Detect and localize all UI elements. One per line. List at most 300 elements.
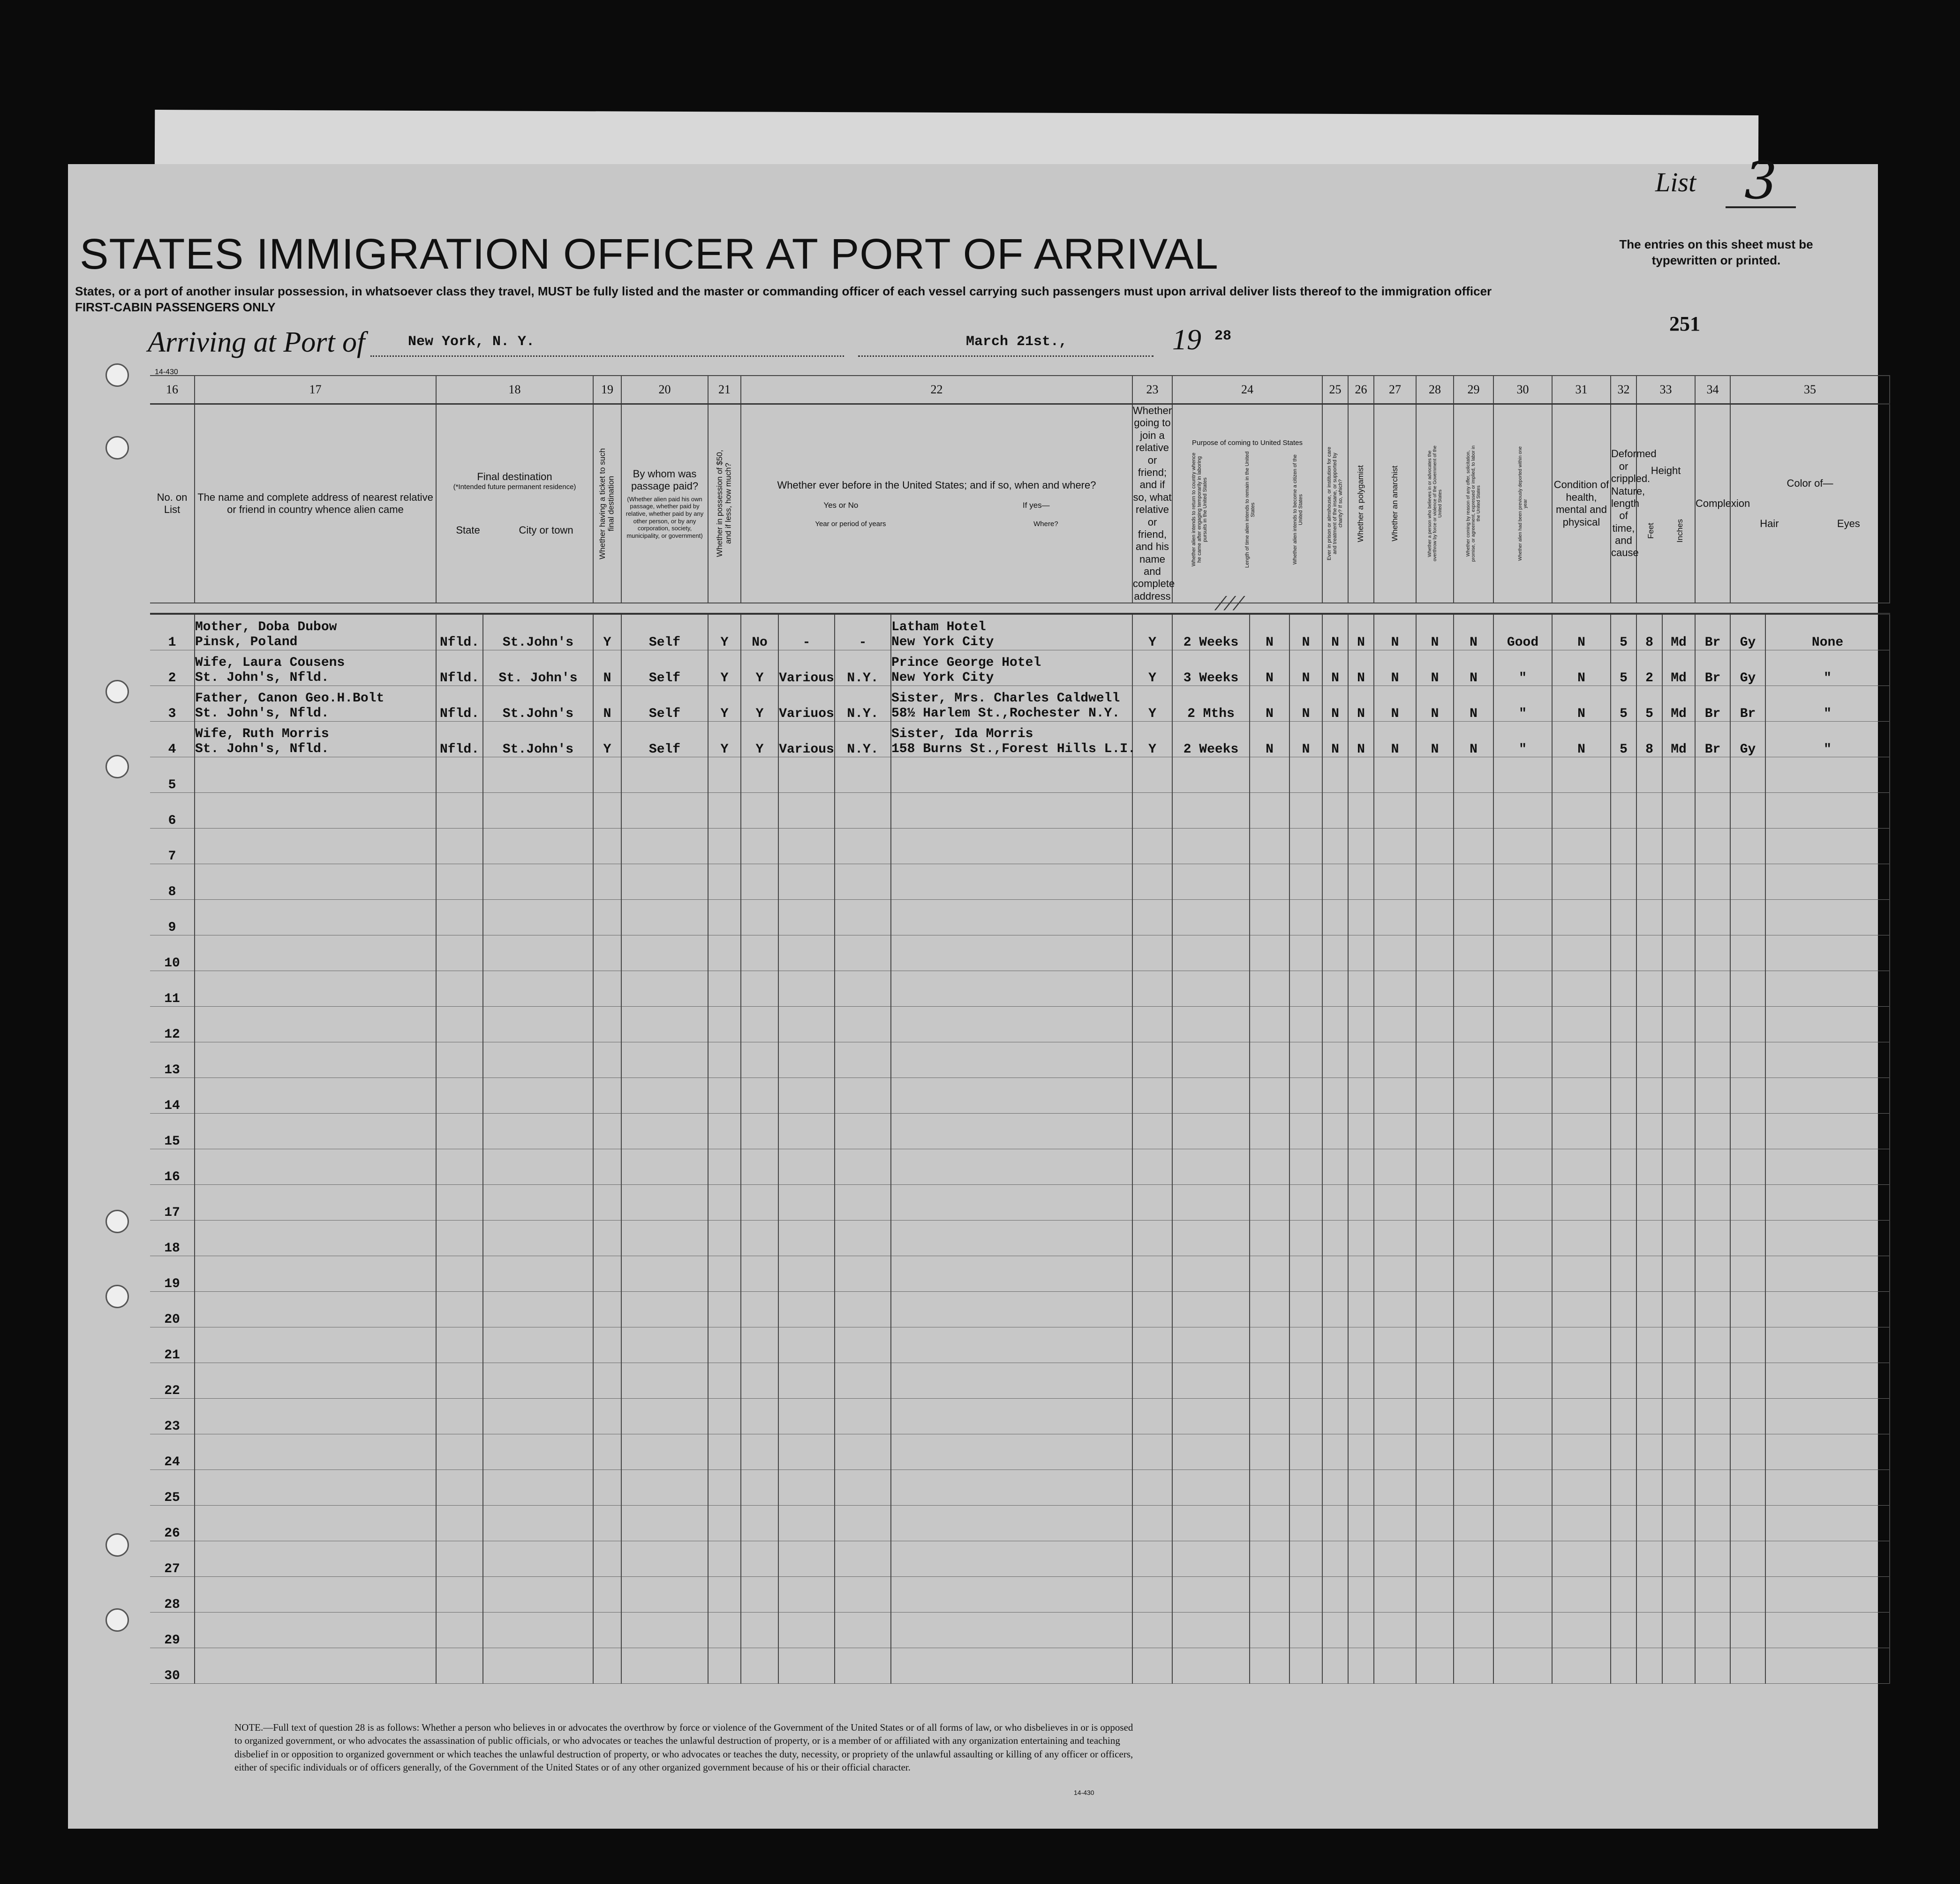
- cell-c25: N: [1289, 614, 1322, 650]
- col-number: 33: [1636, 376, 1695, 404]
- cell-p-a: Y: [1132, 650, 1172, 686]
- empty-cell: [1454, 1185, 1493, 1221]
- empty-cell: [1322, 1577, 1348, 1613]
- empty-cell: [1454, 1577, 1493, 1613]
- cell-marks: None: [1765, 614, 1890, 650]
- empty-cell: [1250, 935, 1289, 971]
- empty-cell: [1172, 1613, 1250, 1648]
- table-row: [150, 1613, 1890, 1648]
- q28-label: Whether a person who believes in or advocates the overthrow by force or violence of the Government of the United States: [1427, 445, 1443, 562]
- empty-cell: [1730, 900, 1765, 935]
- empty-cell: [891, 1078, 1132, 1114]
- empty-cell: [593, 1648, 621, 1684]
- empty-cell: [1730, 757, 1765, 793]
- empty-cell: [621, 1648, 708, 1684]
- empty-cell: [593, 1613, 621, 1648]
- cell-joining-relative: [891, 614, 1132, 650]
- empty-cell: [593, 1292, 621, 1327]
- empty-cell: [1250, 1256, 1289, 1292]
- empty-cell: [483, 864, 593, 900]
- empty-cell: [1695, 1577, 1730, 1613]
- table-row: [150, 1149, 1890, 1185]
- empty-cell: [778, 1007, 835, 1042]
- empty-cell: [1289, 1327, 1322, 1363]
- empty-cell: [1493, 1434, 1552, 1470]
- empty-cell: [1289, 1256, 1322, 1292]
- empty-cell: [708, 757, 741, 793]
- empty-cell: [1552, 1613, 1611, 1648]
- cell-p-a: Y: [1132, 686, 1172, 722]
- empty-cell: [1636, 1114, 1662, 1149]
- empty-cell: [1289, 793, 1322, 829]
- empty-cell: [483, 1506, 593, 1541]
- empty-cell: [1289, 1149, 1322, 1185]
- empty-cell: [835, 793, 891, 829]
- empty-cell: [1765, 1434, 1890, 1470]
- cell-where: -: [835, 614, 891, 650]
- empty-cell: [483, 1470, 593, 1506]
- empty-cell: [1322, 900, 1348, 935]
- punch-hole: [106, 363, 129, 387]
- empty-cell: [1730, 864, 1765, 900]
- empty-cell: [436, 1221, 483, 1256]
- empty-cell: [835, 1042, 891, 1078]
- row-number: 20: [150, 1292, 195, 1327]
- empty-cell: [1454, 1470, 1493, 1506]
- empty-cell: [1289, 900, 1322, 935]
- empty-cell: [1172, 1541, 1250, 1577]
- empty-cell: [1172, 1327, 1250, 1363]
- col-number: 19: [593, 376, 621, 404]
- empty-cell: [1493, 1613, 1552, 1648]
- cell-c25: N: [1289, 650, 1322, 686]
- empty-cell: [436, 1327, 483, 1363]
- empty-cell: [1132, 1078, 1172, 1114]
- col-number: 29: [1454, 376, 1493, 404]
- empty-cell: [1611, 864, 1636, 900]
- empty-cell: [1348, 1221, 1374, 1256]
- cell-hair: Br: [1695, 686, 1730, 722]
- empty-cell: [1132, 1185, 1172, 1221]
- empty-cell: [891, 1042, 1132, 1078]
- empty-cell: [1416, 1434, 1454, 1470]
- empty-cell: [1493, 1470, 1552, 1506]
- row-number: 16: [150, 1149, 195, 1185]
- empty-cell: [1636, 1506, 1662, 1541]
- empty-cell: [621, 1506, 708, 1541]
- empty-cell: [1172, 1648, 1250, 1684]
- empty-cell: [1250, 900, 1289, 935]
- empty-cell: [1289, 1185, 1322, 1221]
- empty-cell: [891, 757, 1132, 793]
- empty-cell: [483, 1007, 593, 1042]
- empty-cell: [891, 1648, 1132, 1684]
- row-number: 9: [150, 900, 195, 935]
- empty-cell: [1374, 864, 1416, 900]
- empty-cell: [1730, 1256, 1765, 1292]
- cell-p-b: 2 Weeks: [1172, 722, 1250, 757]
- empty-cell: [195, 1506, 436, 1541]
- header-deformed: Deformed or crippled. Nature, length of time, and cause: [1611, 404, 1636, 603]
- empty-cell: [1552, 900, 1611, 935]
- cell-paid: Self: [621, 614, 708, 650]
- empty-cell: [621, 1078, 708, 1114]
- empty-cell: [483, 1078, 593, 1114]
- cell-p-c: N: [1250, 650, 1289, 686]
- empty-cell: [621, 793, 708, 829]
- empty-cell: [1322, 1292, 1348, 1327]
- cell-before: Y: [741, 686, 778, 722]
- empty-cell: [1636, 1185, 1662, 1221]
- cell-paid: Self: [621, 686, 708, 722]
- empty-cell: [1250, 1577, 1289, 1613]
- header-anarchist: [1374, 404, 1416, 603]
- empty-cell: [1348, 1078, 1374, 1114]
- empty-cell: [1765, 1470, 1890, 1506]
- empty-cell: [741, 1292, 778, 1327]
- empty-cell: [708, 1221, 741, 1256]
- empty-cell: [1730, 1149, 1765, 1185]
- manifest-rows: [150, 614, 1890, 1684]
- passage-paid-note: (Whether alien paid his own passage, whether paid by relative, whether paid by any other person, or by any corporation, society, municipality, or government): [626, 495, 704, 539]
- col-number: 23: [1132, 376, 1172, 404]
- empty-cell: [835, 829, 891, 864]
- empty-cell: [1636, 1363, 1662, 1399]
- empty-cell: [1322, 1613, 1348, 1648]
- empty-cell: [1636, 935, 1662, 971]
- empty-cell: [1730, 1541, 1765, 1577]
- empty-cell: [1552, 1327, 1611, 1363]
- empty-cell: [708, 1007, 741, 1042]
- empty-cell: [1730, 1292, 1765, 1327]
- empty-cell: [1132, 1506, 1172, 1541]
- empty-cell: [1552, 793, 1611, 829]
- empty-cell: [1493, 1648, 1552, 1684]
- empty-cell: [1765, 1149, 1890, 1185]
- joining-name: Prince George Hotel: [891, 655, 1041, 670]
- row-number: 5: [150, 757, 195, 793]
- port-dotted-line: [370, 355, 844, 357]
- empty-cell: [1172, 1434, 1250, 1470]
- empty-cell: [621, 1541, 708, 1577]
- empty-cell: [741, 1577, 778, 1613]
- cell-joining-relative: [891, 722, 1136, 757]
- cell-c30: N: [1454, 686, 1493, 722]
- empty-cell: [778, 1078, 835, 1114]
- empty-cell: [621, 1399, 708, 1434]
- empty-cell: [1322, 1434, 1348, 1470]
- empty-cell: [1322, 1363, 1348, 1399]
- cell-deformed: N: [1552, 722, 1611, 757]
- empty-cell: [1374, 1007, 1416, 1042]
- empty-cell: [1552, 1042, 1611, 1078]
- empty-cell: [1454, 829, 1493, 864]
- empty-cell: [593, 1078, 621, 1114]
- empty-cell: [593, 971, 621, 1007]
- empty-cell: [1611, 1363, 1636, 1399]
- joining-name: Sister, Ida Morris: [891, 726, 1033, 741]
- cell-hair: Br: [1695, 650, 1730, 686]
- empty-cell: [1132, 1363, 1172, 1399]
- empty-cell: [1765, 1506, 1890, 1541]
- empty-cell: [1454, 1541, 1493, 1577]
- empty-cell: [621, 1577, 708, 1613]
- empty-cell: [891, 1221, 1132, 1256]
- empty-cell: [1250, 1613, 1289, 1648]
- empty-cell: [1374, 1399, 1416, 1434]
- empty-cell: [741, 1434, 778, 1470]
- row-number: 25: [150, 1470, 195, 1506]
- empty-cell: [741, 1221, 778, 1256]
- empty-cell: [1636, 900, 1662, 935]
- empty-cell: [1348, 757, 1374, 793]
- empty-cell: [1416, 900, 1454, 935]
- empty-cell: [1348, 793, 1374, 829]
- empty-cell: [1662, 757, 1695, 793]
- empty-cell: [1322, 1399, 1348, 1434]
- table-row: [150, 757, 1890, 793]
- form-code: 14-430: [155, 368, 178, 376]
- empty-cell: [1611, 1007, 1636, 1042]
- empty-cell: [1289, 864, 1322, 900]
- empty-cell: [621, 1434, 708, 1470]
- table-row: [150, 1221, 1890, 1256]
- empty-cell: [1695, 1434, 1730, 1470]
- table-row: [150, 650, 1890, 686]
- empty-cell: [1322, 935, 1348, 971]
- empty-cell: [1662, 793, 1695, 829]
- cell-marks: ": [1765, 722, 1890, 757]
- empty-cell: [436, 1114, 483, 1149]
- empty-cell: [1765, 1327, 1890, 1363]
- empty-cell: [1374, 1078, 1416, 1114]
- empty-cell: [1730, 829, 1765, 864]
- table-row: [150, 1577, 1890, 1613]
- year-prefix: 19: [1172, 324, 1201, 356]
- header-possession-50: [708, 404, 741, 603]
- empty-cell: [708, 900, 741, 935]
- cell-p-c: N: [1250, 614, 1289, 650]
- empty-cell: [483, 1327, 593, 1363]
- empty-cell: [1322, 864, 1348, 900]
- empty-cell: [1636, 1648, 1662, 1684]
- empty-cell: [593, 1185, 621, 1221]
- cell-c28: N: [1374, 722, 1416, 757]
- empty-cell: [593, 829, 621, 864]
- cell-state: Nfld.: [436, 686, 483, 722]
- empty-cell: [1493, 900, 1552, 935]
- cell-c28: N: [1374, 614, 1416, 650]
- empty-cell: [741, 1042, 778, 1078]
- empty-cell: [1611, 1470, 1636, 1506]
- empty-cell: [621, 1149, 708, 1185]
- empty-cell: [1493, 971, 1552, 1007]
- possession-label: Whether in possession of $50, and if less, how much?: [715, 450, 733, 558]
- empty-cell: [1611, 1506, 1636, 1541]
- empty-cell: [1662, 829, 1695, 864]
- empty-cell: [1611, 1042, 1636, 1078]
- empty-cell: [1636, 793, 1662, 829]
- table-row: [150, 829, 1890, 864]
- cell-complexion: Md: [1662, 650, 1695, 686]
- cell-p-a: Y: [1132, 722, 1172, 757]
- instructions-text: States, or a port of another insular possession, in whatsoever class they travel, MUST be fully listed and the master or commanding officer of each vessel carrying such passengers must upon arrival deliver lists thereof to the immigration officer: [75, 284, 1492, 298]
- empty-cell: [708, 1363, 741, 1399]
- empty-cell: [778, 1292, 835, 1327]
- empty-cell: [1416, 935, 1454, 971]
- cell-complexion: Md: [1662, 722, 1695, 757]
- cell-c27: N: [1348, 722, 1374, 757]
- empty-cell: [593, 1149, 621, 1185]
- empty-cell: [1416, 1470, 1454, 1506]
- empty-cell: [593, 1042, 621, 1078]
- cell-eyes: Gy: [1730, 650, 1765, 686]
- cell-inches: 2: [1636, 650, 1662, 686]
- cell-complexion: Md: [1662, 614, 1695, 650]
- empty-cell: [1695, 1363, 1730, 1399]
- empty-cell: [1172, 1007, 1250, 1042]
- cell-feet: 5: [1611, 686, 1636, 722]
- empty-cell: [1348, 1470, 1374, 1506]
- header-yes-no: Yes or No: [823, 501, 859, 510]
- empty-cell: [1765, 1042, 1890, 1078]
- q29-label: Whether coming by reason of any offer, solicitation, promise, or agreement, expressed or implied, to labor in the United States: [1466, 445, 1482, 562]
- cell-feet: 5: [1611, 722, 1636, 757]
- empty-cell: [1250, 1007, 1289, 1042]
- empty-cell: [436, 1292, 483, 1327]
- empty-cell: [1172, 1577, 1250, 1613]
- empty-cell: [1416, 1292, 1454, 1327]
- ticket-label: Whether having a ticket to such final destination: [598, 448, 616, 559]
- empty-cell: [593, 1256, 621, 1292]
- empty-cell: [708, 1149, 741, 1185]
- empty-cell: [1611, 1149, 1636, 1185]
- empty-cell: [1730, 1648, 1765, 1684]
- empty-cell: [483, 1042, 593, 1078]
- table-row: [150, 793, 1890, 829]
- empty-cell: [1250, 1292, 1289, 1327]
- table-row: [150, 1506, 1890, 1541]
- table-row: [150, 1114, 1890, 1149]
- purpose-return-label: Whether alien intends to return to country whence he came after engaging temporarily in laboring pursuits in the United States: [1191, 452, 1208, 567]
- empty-cell: [621, 1007, 708, 1042]
- cell-state: Nfld.: [436, 614, 483, 650]
- empty-cell: [195, 1078, 436, 1114]
- table-row: [150, 900, 1890, 935]
- empty-cell: [195, 1221, 436, 1256]
- empty-cell: [1662, 1114, 1695, 1149]
- empty-cell: [1132, 1470, 1172, 1506]
- header-nearest-relative: The name and complete address of nearest relative or friend in country whence alien came: [195, 404, 436, 603]
- empty-cell: [483, 1221, 593, 1256]
- empty-cell: [708, 1042, 741, 1078]
- cell-city: St.John's: [483, 614, 593, 650]
- joining-address: 158 Burns St.,Forest Hills L.I.: [891, 742, 1136, 757]
- empty-cell: [741, 864, 778, 900]
- empty-cell: [1662, 1434, 1695, 1470]
- empty-cell: [835, 1577, 891, 1613]
- empty-cell: [1416, 1256, 1454, 1292]
- empty-cell: [436, 1399, 483, 1434]
- empty-cell: [891, 1470, 1132, 1506]
- empty-cell: [1730, 971, 1765, 1007]
- empty-cell: [1765, 1541, 1890, 1577]
- empty-cell: [1454, 935, 1493, 971]
- empty-cell: [1250, 1541, 1289, 1577]
- empty-cell: [1132, 971, 1172, 1007]
- empty-cell: [593, 757, 621, 793]
- empty-cell: [708, 935, 741, 971]
- empty-cell: [1765, 793, 1890, 829]
- empty-cell: [1662, 1042, 1695, 1078]
- cell-c30: N: [1454, 614, 1493, 650]
- empty-cell: [1454, 1042, 1493, 1078]
- inches-label: Inches: [1675, 519, 1684, 543]
- row-number: 29: [150, 1613, 195, 1648]
- empty-cell: [436, 1470, 483, 1506]
- typewrite-note: The entries on this sheet must be typewritten or printed.: [1619, 237, 1813, 267]
- empty-cell: [195, 1541, 436, 1577]
- empty-cell: [1695, 1613, 1730, 1648]
- row-number: 24: [150, 1434, 195, 1470]
- joining-name: Sister, Mrs. Charles Caldwell: [891, 691, 1120, 706]
- empty-cell: [593, 900, 621, 935]
- col-number: 18: [436, 376, 593, 404]
- empty-cell: [1322, 1185, 1348, 1221]
- empty-cell: [1172, 1399, 1250, 1434]
- table-row: [150, 1256, 1890, 1292]
- empty-cell: [1132, 1577, 1172, 1613]
- empty-cell: [778, 1114, 835, 1149]
- cell-nearest-relative: [195, 650, 436, 686]
- header-no-on-list: No. on List: [150, 404, 195, 603]
- empty-cell: [436, 829, 483, 864]
- empty-cell: [1322, 829, 1348, 864]
- purpose-citizen-label: Whether alien intends to become a citizen of the United States: [1292, 454, 1304, 565]
- empty-cell: [1552, 1185, 1611, 1221]
- empty-cell: [1636, 1292, 1662, 1327]
- empty-cell: [835, 935, 891, 971]
- empty-cell: [1322, 1149, 1348, 1185]
- empty-cell: [195, 1470, 436, 1506]
- empty-cell: [1454, 1434, 1493, 1470]
- empty-cell: [1132, 1149, 1172, 1185]
- empty-cell: [1695, 1007, 1730, 1042]
- empty-cell: [1636, 1541, 1662, 1577]
- empty-cell: [1552, 1114, 1611, 1149]
- empty-cell: [1493, 1256, 1552, 1292]
- empty-cell: [1289, 1042, 1322, 1078]
- empty-cell: [891, 1363, 1132, 1399]
- empty-cell: [621, 935, 708, 971]
- empty-cell: [1172, 864, 1250, 900]
- hair-label: Hair: [1760, 518, 1779, 530]
- empty-cell: [1416, 1185, 1454, 1221]
- empty-cell: [1552, 1577, 1611, 1613]
- empty-cell: [1454, 1007, 1493, 1042]
- cell-c29: N: [1416, 686, 1454, 722]
- empty-cell: [436, 1042, 483, 1078]
- row-number: 4: [150, 722, 195, 757]
- empty-cell: [1250, 971, 1289, 1007]
- empty-cell: [1348, 1327, 1374, 1363]
- empty-cell: [741, 1007, 778, 1042]
- cell-where: N.Y.: [835, 686, 891, 722]
- relative-name: Wife, Ruth Morris: [195, 726, 329, 741]
- empty-cell: [1454, 1292, 1493, 1327]
- empty-cell: [1730, 1007, 1765, 1042]
- empty-cell: [1552, 757, 1611, 793]
